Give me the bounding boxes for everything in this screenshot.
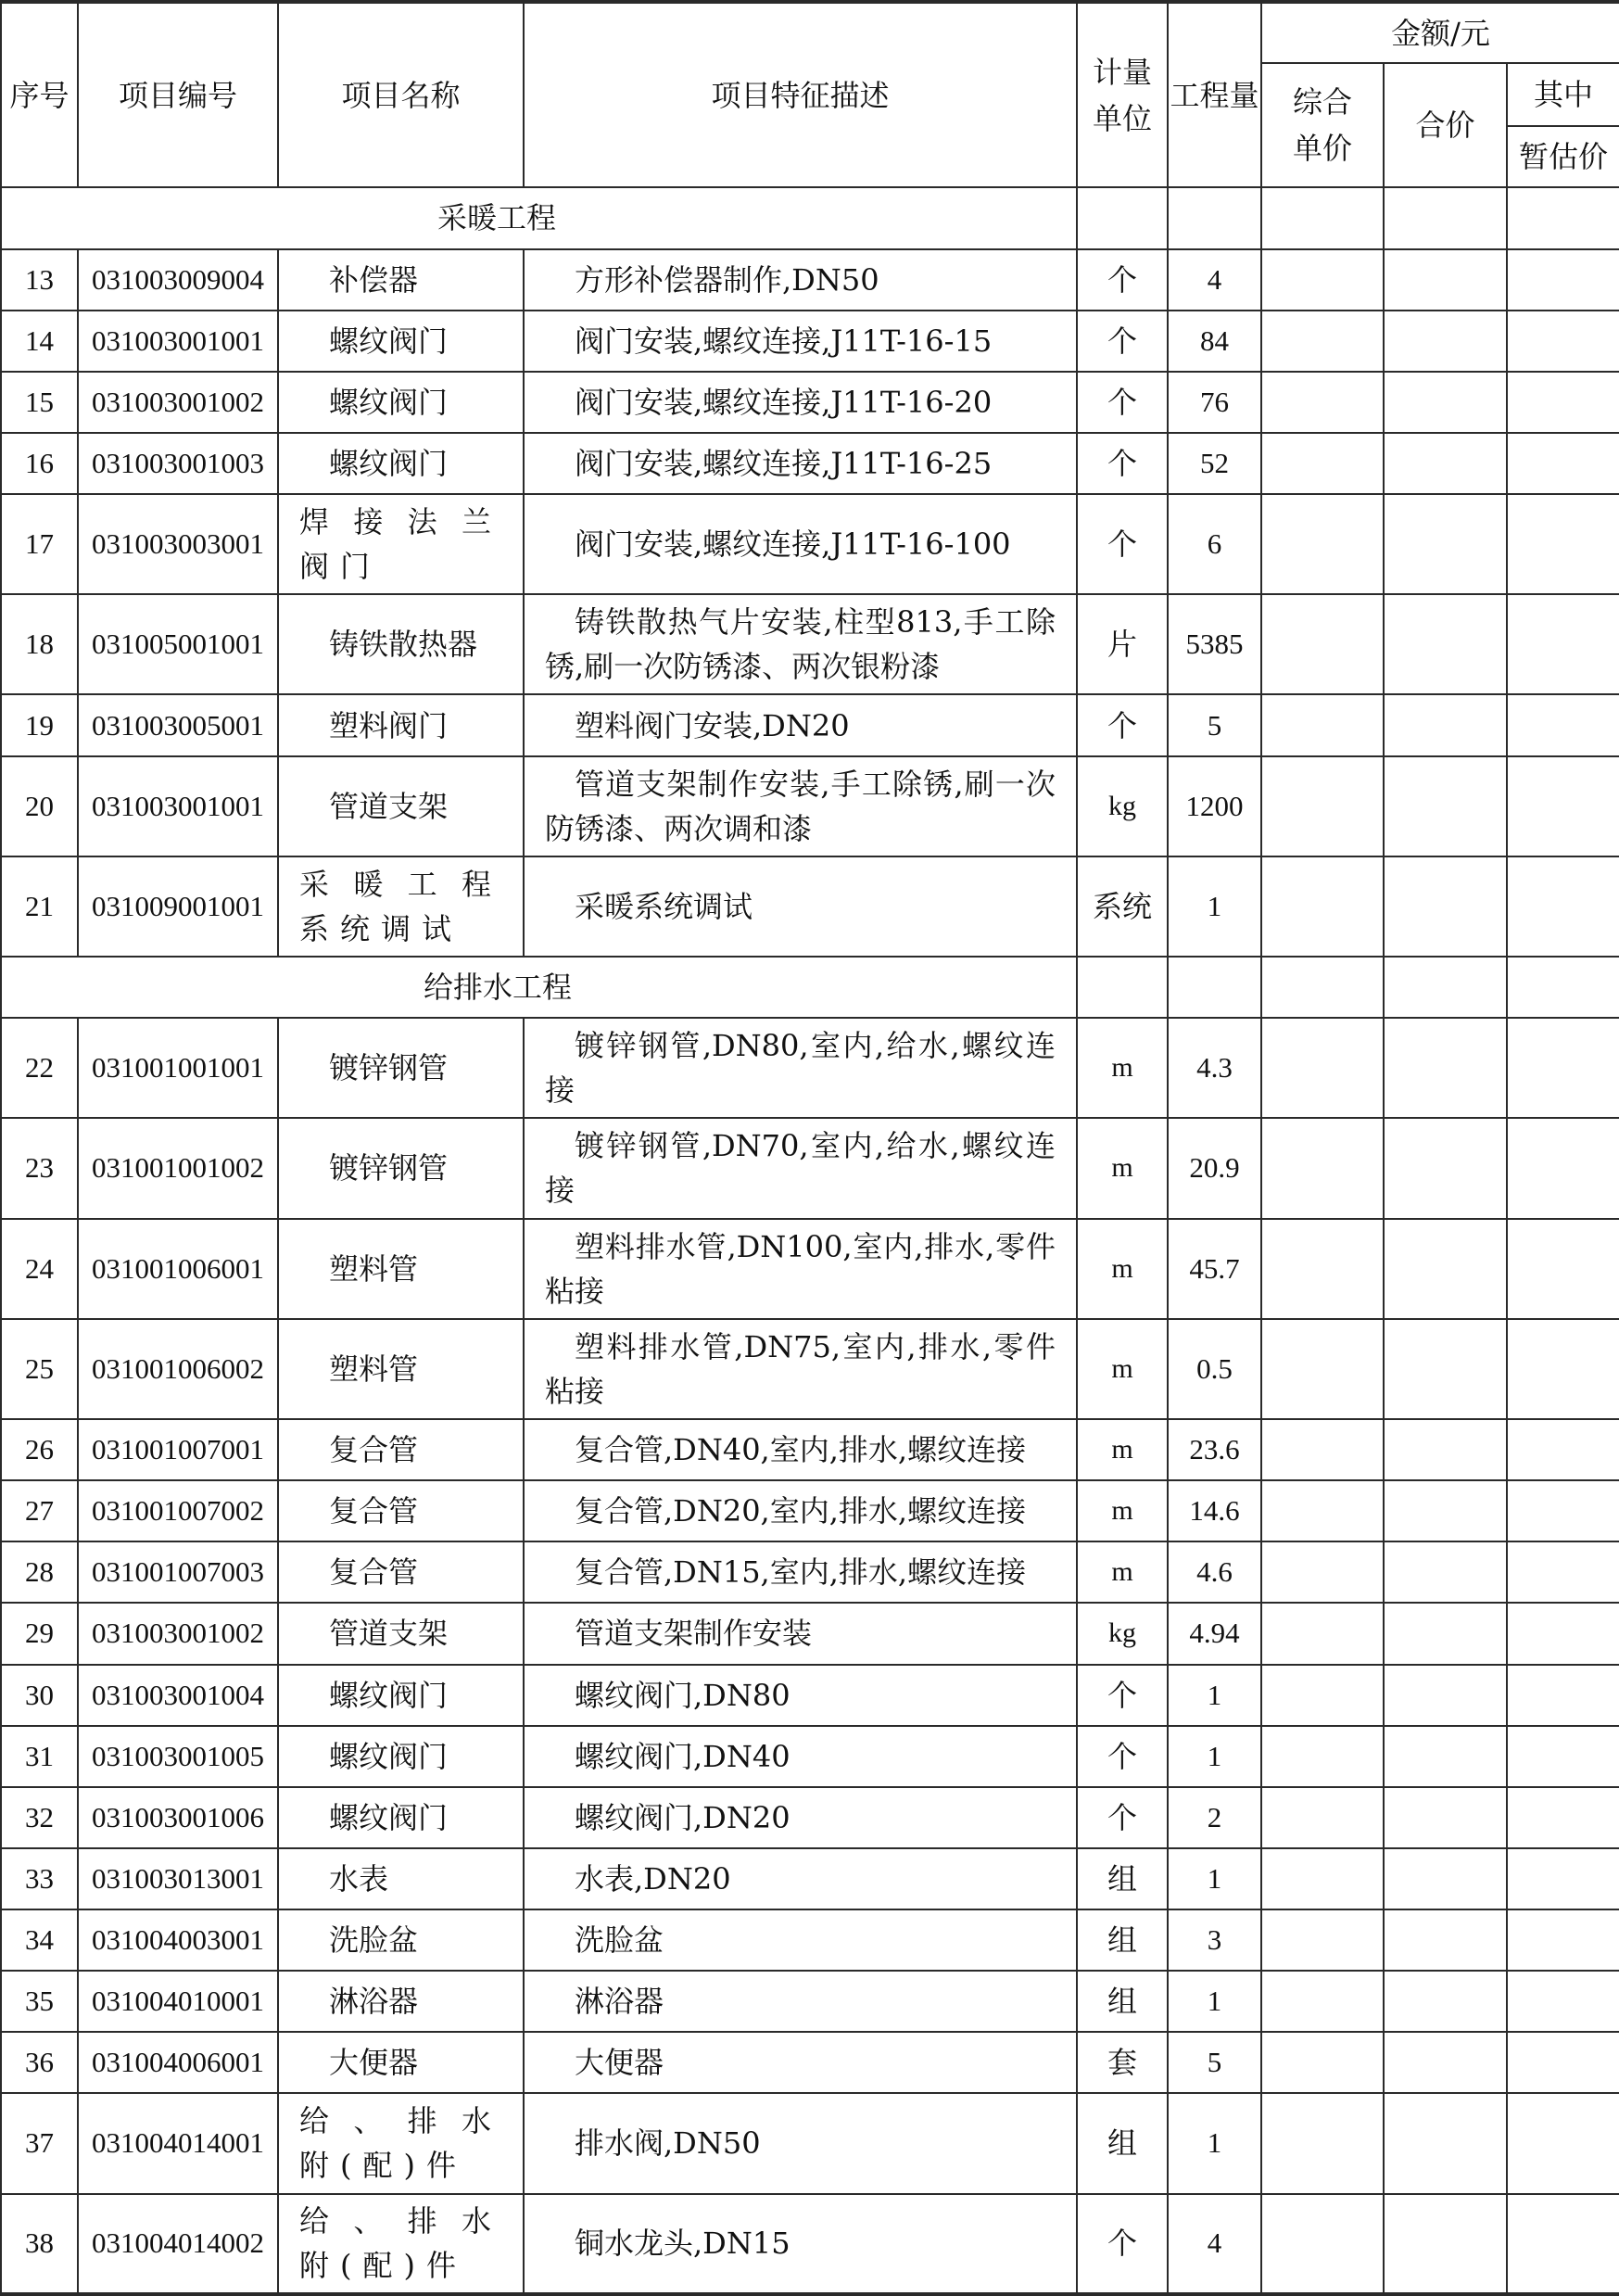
row-provisional (1507, 311, 1619, 372)
row-code: 031003001006 (78, 1787, 278, 1848)
row-unit-price (1261, 694, 1384, 755)
row-unit-price (1261, 494, 1384, 594)
row-provisional (1507, 1319, 1619, 1419)
table-row (1, 249, 1619, 311)
row-total (1384, 2194, 1507, 2294)
row-name: 淋浴器 (278, 1971, 524, 2032)
row-provisional (1507, 2194, 1619, 2294)
row-unit: 个 (1077, 2194, 1168, 2294)
row-desc: 洗脸盆 (524, 1909, 1077, 1971)
row-unit-price (1261, 856, 1384, 957)
row-qty: 23.6 (1168, 1419, 1261, 1480)
row-seq: 35 (1, 1971, 78, 2032)
row-desc: 淋浴器 (524, 1971, 1077, 2032)
row-seq: 17 (1, 494, 78, 594)
row-seq: 31 (1, 1726, 78, 1787)
row-desc: 复合管,DN20,室内,排水,螺纹连接 (524, 1480, 1077, 1541)
row-unit: 片 (1077, 594, 1168, 694)
row-code: 031001001001 (78, 1018, 278, 1118)
row-desc: 方形补偿器制作,DN50 (524, 249, 1077, 311)
row-total (1384, 1787, 1507, 1848)
row-provisional (1507, 594, 1619, 694)
row-desc: 铸铁散热气片安装,柱型813,手工除锈,刷一次防锈漆、两次银粉漆 (524, 594, 1077, 694)
row-provisional (1507, 1219, 1619, 1319)
row-seq: 25 (1, 1319, 78, 1419)
row-code: 031001007003 (78, 1541, 278, 1603)
row-name: 螺纹阀门 (278, 1726, 524, 1787)
row-seq: 33 (1, 1848, 78, 1909)
row-desc: 阀门安装,螺纹连接,J11T-16-100 (524, 494, 1077, 594)
row-unit-price (1261, 1480, 1384, 1541)
row-code: 031003001001 (78, 756, 278, 856)
header-name: 项目名称 (278, 2, 524, 187)
row-qty: 0.5 (1168, 1319, 1261, 1419)
row-qty: 6 (1168, 494, 1261, 594)
row-code: 031003001002 (78, 1603, 278, 1664)
row-provisional (1507, 494, 1619, 594)
row-name: 塑料阀门 (278, 694, 524, 755)
row-name: 螺纹阀门 (278, 1787, 524, 1848)
row-code: 031004014002 (78, 2194, 278, 2294)
table-row (1, 311, 1619, 372)
row-unit: 套 (1077, 2032, 1168, 2093)
row-desc: 螺纹阀门,DN20 (524, 1787, 1077, 1848)
row-qty: 14.6 (1168, 1480, 1261, 1541)
row-name: 补偿器 (278, 249, 524, 311)
section-title-plumbing: 给排水工程 (1, 957, 1077, 1018)
row-desc: 塑料排水管,DN75,室内,排水,零件粘接 (524, 1319, 1077, 1419)
row-seq: 15 (1, 372, 78, 433)
row-unit: 个 (1077, 694, 1168, 755)
row-qty: 45.7 (1168, 1219, 1261, 1319)
row-qty: 1 (1168, 856, 1261, 957)
section-title-heating: 采暖工程 (1, 187, 1077, 248)
section-row-plumbing (1, 957, 1619, 1018)
row-unit: m (1077, 1541, 1168, 1603)
row-code: 031009001001 (78, 856, 278, 957)
row-qty: 84 (1168, 311, 1261, 372)
table-row (1, 856, 1619, 957)
row-unit: 个 (1077, 433, 1168, 494)
table-row (1, 1118, 1619, 1218)
row-unit: m (1077, 1419, 1168, 1480)
table-row (1, 1787, 1619, 1848)
row-provisional (1507, 1419, 1619, 1480)
row-desc: 镀锌钢管,DN70,室内,给水,螺纹连接 (524, 1118, 1077, 1218)
row-unit: 组 (1077, 1971, 1168, 2032)
row-name: 给、排水附(配)件 (278, 2194, 524, 2294)
row-desc: 阀门安装,螺纹连接,J11T-16-15 (524, 311, 1077, 372)
row-provisional (1507, 1726, 1619, 1787)
row-qty: 3 (1168, 1909, 1261, 1971)
row-qty: 1 (1168, 2093, 1261, 2193)
row-qty: 1 (1168, 1848, 1261, 1909)
header-seq: 序号 (1, 2, 78, 187)
row-unit: 个 (1077, 311, 1168, 372)
header-unit-price-line2: 单价 (1292, 131, 1352, 167)
table-row (1, 1219, 1619, 1319)
row-unit-price (1261, 372, 1384, 433)
table-row (1, 1848, 1619, 1909)
row-provisional (1507, 1603, 1619, 1664)
table-row (1, 494, 1619, 594)
row-unit: 个 (1077, 1665, 1168, 1726)
row-desc: 螺纹阀门,DN40 (524, 1726, 1077, 1787)
row-seq: 38 (1, 2194, 78, 2294)
row-code: 031003013001 (78, 1848, 278, 1909)
row-qty: 4 (1168, 249, 1261, 311)
row-desc: 采暖系统调试 (524, 856, 1077, 957)
row-total (1384, 1726, 1507, 1787)
row-unit-price (1261, 311, 1384, 372)
header-total: 合价 (1384, 63, 1507, 187)
row-provisional (1507, 1118, 1619, 1218)
row-name: 给、排水附(配)件 (278, 2093, 524, 2193)
row-unit-price (1261, 249, 1384, 311)
row-unit-price (1261, 1219, 1384, 1319)
row-provisional (1507, 1480, 1619, 1541)
row-code: 031005001001 (78, 594, 278, 694)
row-total (1384, 1603, 1507, 1664)
row-unit: 系统 (1077, 856, 1168, 957)
header-of-which: 其中 (1507, 63, 1619, 126)
header-unit-price (1261, 63, 1384, 187)
row-unit: kg (1077, 1603, 1168, 1664)
row-qty: 5 (1168, 694, 1261, 755)
row-unit-price (1261, 1665, 1384, 1726)
row-name: 管道支架 (278, 1603, 524, 1664)
row-qty: 1 (1168, 1726, 1261, 1787)
row-desc: 复合管,DN15,室内,排水,螺纹连接 (524, 1541, 1077, 1603)
row-code: 031003001001 (78, 311, 278, 372)
row-provisional (1507, 694, 1619, 755)
row-name: 螺纹阀门 (278, 433, 524, 494)
row-desc: 排水阀,DN50 (524, 2093, 1077, 2193)
row-name: 复合管 (278, 1541, 524, 1603)
table-row (1, 1419, 1619, 1480)
table-row (1, 594, 1619, 694)
row-name: 管道支架 (278, 756, 524, 856)
row-provisional (1507, 249, 1619, 311)
row-provisional (1507, 1541, 1619, 1603)
row-name: 镀锌钢管 (278, 1018, 524, 1118)
row-total (1384, 694, 1507, 755)
row-unit-price (1261, 2032, 1384, 2093)
row-unit: m (1077, 1118, 1168, 1218)
row-desc: 水表,DN20 (524, 1848, 1077, 1909)
section-row-heating (1, 187, 1619, 248)
table-row (1, 1909, 1619, 1971)
row-unit-price (1261, 756, 1384, 856)
row-seq: 20 (1, 756, 78, 856)
table-row (1, 433, 1619, 494)
header-row-1 (1, 2, 1619, 63)
row-total (1384, 494, 1507, 594)
row-name: 复合管 (278, 1419, 524, 1480)
row-name: 水表 (278, 1848, 524, 1909)
row-unit-price (1261, 1018, 1384, 1118)
row-unit-price (1261, 1848, 1384, 1909)
row-name: 洗脸盆 (278, 1909, 524, 1971)
row-seq: 24 (1, 1219, 78, 1319)
header-unit-line1: 计量 (1092, 54, 1152, 90)
row-unit: 个 (1077, 494, 1168, 594)
table-row (1, 756, 1619, 856)
table-row (1, 1971, 1619, 2032)
row-qty: 4 (1168, 2194, 1261, 2294)
row-seq: 37 (1, 2093, 78, 2193)
row-total (1384, 1118, 1507, 1218)
row-unit-price (1261, 1603, 1384, 1664)
row-qty: 1200 (1168, 756, 1261, 856)
row-desc: 螺纹阀门,DN80 (524, 1665, 1077, 1726)
row-seq: 21 (1, 856, 78, 957)
row-desc: 管道支架制作安装,手工除锈,刷一次防锈漆、两次调和漆 (524, 756, 1077, 856)
row-provisional (1507, 1909, 1619, 1971)
row-code: 031003005001 (78, 694, 278, 755)
row-seq: 19 (1, 694, 78, 755)
row-name: 复合管 (278, 1480, 524, 1541)
row-code: 031004006001 (78, 2032, 278, 2093)
row-desc: 管道支架制作安装 (524, 1603, 1077, 1664)
row-total (1384, 1541, 1507, 1603)
row-total (1384, 311, 1507, 372)
row-qty: 5385 (1168, 594, 1261, 694)
row-code: 031003001002 (78, 372, 278, 433)
row-qty: 4.94 (1168, 1603, 1261, 1664)
row-provisional (1507, 856, 1619, 957)
row-unit-price (1261, 1909, 1384, 1971)
row-unit: m (1077, 1480, 1168, 1541)
row-name: 镀锌钢管 (278, 1118, 524, 1218)
header-qty: 工程量 (1168, 2, 1261, 187)
row-seq: 13 (1, 249, 78, 311)
row-seq: 22 (1, 1018, 78, 1118)
row-desc: 塑料阀门安装,DN20 (524, 694, 1077, 755)
row-code: 031001006001 (78, 1219, 278, 1319)
table-row (1, 1319, 1619, 1419)
row-seq: 29 (1, 1603, 78, 1664)
row-name: 塑料管 (278, 1319, 524, 1419)
row-desc: 阀门安装,螺纹连接,J11T-16-20 (524, 372, 1077, 433)
row-code: 031004010001 (78, 1971, 278, 2032)
row-total (1384, 249, 1507, 311)
row-code: 031001007002 (78, 1480, 278, 1541)
table-row (1, 2032, 1619, 2093)
row-unit: 组 (1077, 2093, 1168, 2193)
row-qty: 1 (1168, 1971, 1261, 2032)
row-provisional (1507, 1787, 1619, 1848)
row-seq: 30 (1, 1665, 78, 1726)
row-total (1384, 1971, 1507, 2032)
row-total (1384, 856, 1507, 957)
table-row (1, 2093, 1619, 2193)
row-name: 螺纹阀门 (278, 1665, 524, 1726)
row-seq: 26 (1, 1419, 78, 1480)
row-total (1384, 756, 1507, 856)
table-row (1, 694, 1619, 755)
row-qty: 52 (1168, 433, 1261, 494)
row-seq: 23 (1, 1118, 78, 1218)
row-desc: 铜水龙头,DN15 (524, 2194, 1077, 2294)
row-name: 焊接法兰阀门 (278, 494, 524, 594)
row-total (1384, 2032, 1507, 2093)
row-seq: 32 (1, 1787, 78, 1848)
header-desc: 项目特征描述 (524, 2, 1077, 187)
row-unit: 组 (1077, 1909, 1168, 1971)
row-seq: 28 (1, 1541, 78, 1603)
row-code: 031004014001 (78, 2093, 278, 2193)
table-row (1, 1726, 1619, 1787)
row-name: 螺纹阀门 (278, 372, 524, 433)
row-seq: 34 (1, 1909, 78, 1971)
row-unit: 个 (1077, 372, 1168, 433)
row-total (1384, 1419, 1507, 1480)
row-provisional (1507, 756, 1619, 856)
row-seq: 36 (1, 2032, 78, 2093)
row-unit: 组 (1077, 1848, 1168, 1909)
row-name: 铸铁散热器 (278, 594, 524, 694)
row-name: 螺纹阀门 (278, 311, 524, 372)
row-provisional (1507, 433, 1619, 494)
row-unit: 个 (1077, 1726, 1168, 1787)
row-qty: 4.6 (1168, 1541, 1261, 1603)
table-row (1, 1480, 1619, 1541)
row-qty: 1 (1168, 1665, 1261, 1726)
row-unit: 个 (1077, 1787, 1168, 1848)
row-desc: 复合管,DN40,室内,排水,螺纹连接 (524, 1419, 1077, 1480)
table-row (1, 1665, 1619, 1726)
row-code: 031001006002 (78, 1319, 278, 1419)
row-provisional (1507, 1018, 1619, 1118)
row-total (1384, 1319, 1507, 1419)
row-unit-price (1261, 2093, 1384, 2193)
table-row (1, 2194, 1619, 2294)
header-unit-price-line1: 综合 (1292, 84, 1352, 121)
row-name: 大便器 (278, 2032, 524, 2093)
row-unit-price (1261, 1319, 1384, 1419)
row-qty: 2 (1168, 1787, 1261, 1848)
header-unit (1077, 2, 1168, 187)
header-code: 项目编号 (78, 2, 278, 187)
row-code: 031003001003 (78, 433, 278, 494)
row-unit: m (1077, 1018, 1168, 1118)
row-unit-price (1261, 1726, 1384, 1787)
row-qty: 76 (1168, 372, 1261, 433)
row-total (1384, 372, 1507, 433)
row-provisional (1507, 2032, 1619, 2093)
row-total (1384, 594, 1507, 694)
row-code: 031004003001 (78, 1909, 278, 1971)
row-provisional (1507, 1665, 1619, 1726)
row-provisional (1507, 2093, 1619, 2193)
row-desc: 镀锌钢管,DN80,室内,给水,螺纹连接 (524, 1018, 1077, 1118)
row-provisional (1507, 1848, 1619, 1909)
row-code: 031001001002 (78, 1118, 278, 1218)
row-total (1384, 433, 1507, 494)
row-unit: kg (1077, 756, 1168, 856)
row-seq: 14 (1, 311, 78, 372)
row-desc: 阀门安装,螺纹连接,J11T-16-25 (524, 433, 1077, 494)
row-total (1384, 1848, 1507, 1909)
row-unit: 个 (1077, 249, 1168, 311)
row-provisional (1507, 372, 1619, 433)
row-name: 塑料管 (278, 1219, 524, 1319)
row-unit: m (1077, 1219, 1168, 1319)
row-total (1384, 1909, 1507, 1971)
row-total (1384, 2093, 1507, 2193)
row-unit-price (1261, 594, 1384, 694)
row-total (1384, 1480, 1507, 1541)
row-unit-price (1261, 2194, 1384, 2294)
row-name: 采暖工程系统调试 (278, 856, 524, 957)
table-row (1, 1018, 1619, 1118)
row-qty: 4.3 (1168, 1018, 1261, 1118)
row-total (1384, 1018, 1507, 1118)
row-unit: m (1077, 1319, 1168, 1419)
row-code: 031003009004 (78, 249, 278, 311)
row-desc: 塑料排水管,DN100,室内,排水,零件粘接 (524, 1219, 1077, 1319)
row-provisional (1507, 1971, 1619, 2032)
table-row (1, 372, 1619, 433)
row-desc: 大便器 (524, 2032, 1077, 2093)
row-code: 031001007001 (78, 1419, 278, 1480)
row-seq: 18 (1, 594, 78, 694)
row-code: 031003001004 (78, 1665, 278, 1726)
header-provisional: 暂估价 (1507, 126, 1619, 187)
row-qty: 20.9 (1168, 1118, 1261, 1218)
row-qty: 5 (1168, 2032, 1261, 2093)
row-unit-price (1261, 1787, 1384, 1848)
row-unit-price (1261, 1118, 1384, 1218)
header-unit-line2: 单位 (1092, 100, 1152, 136)
row-code: 031003001005 (78, 1726, 278, 1787)
row-unit-price (1261, 433, 1384, 494)
row-code: 031003003001 (78, 494, 278, 594)
header-amount: 金额/元 (1261, 2, 1619, 63)
table-row (1, 1603, 1619, 1664)
row-total (1384, 1665, 1507, 1726)
row-seq: 27 (1, 1480, 78, 1541)
table-row (1, 1541, 1619, 1603)
row-unit-price (1261, 1971, 1384, 2032)
row-total (1384, 1219, 1507, 1319)
row-seq: 16 (1, 433, 78, 494)
row-unit-price (1261, 1419, 1384, 1480)
row-unit-price (1261, 1541, 1384, 1603)
